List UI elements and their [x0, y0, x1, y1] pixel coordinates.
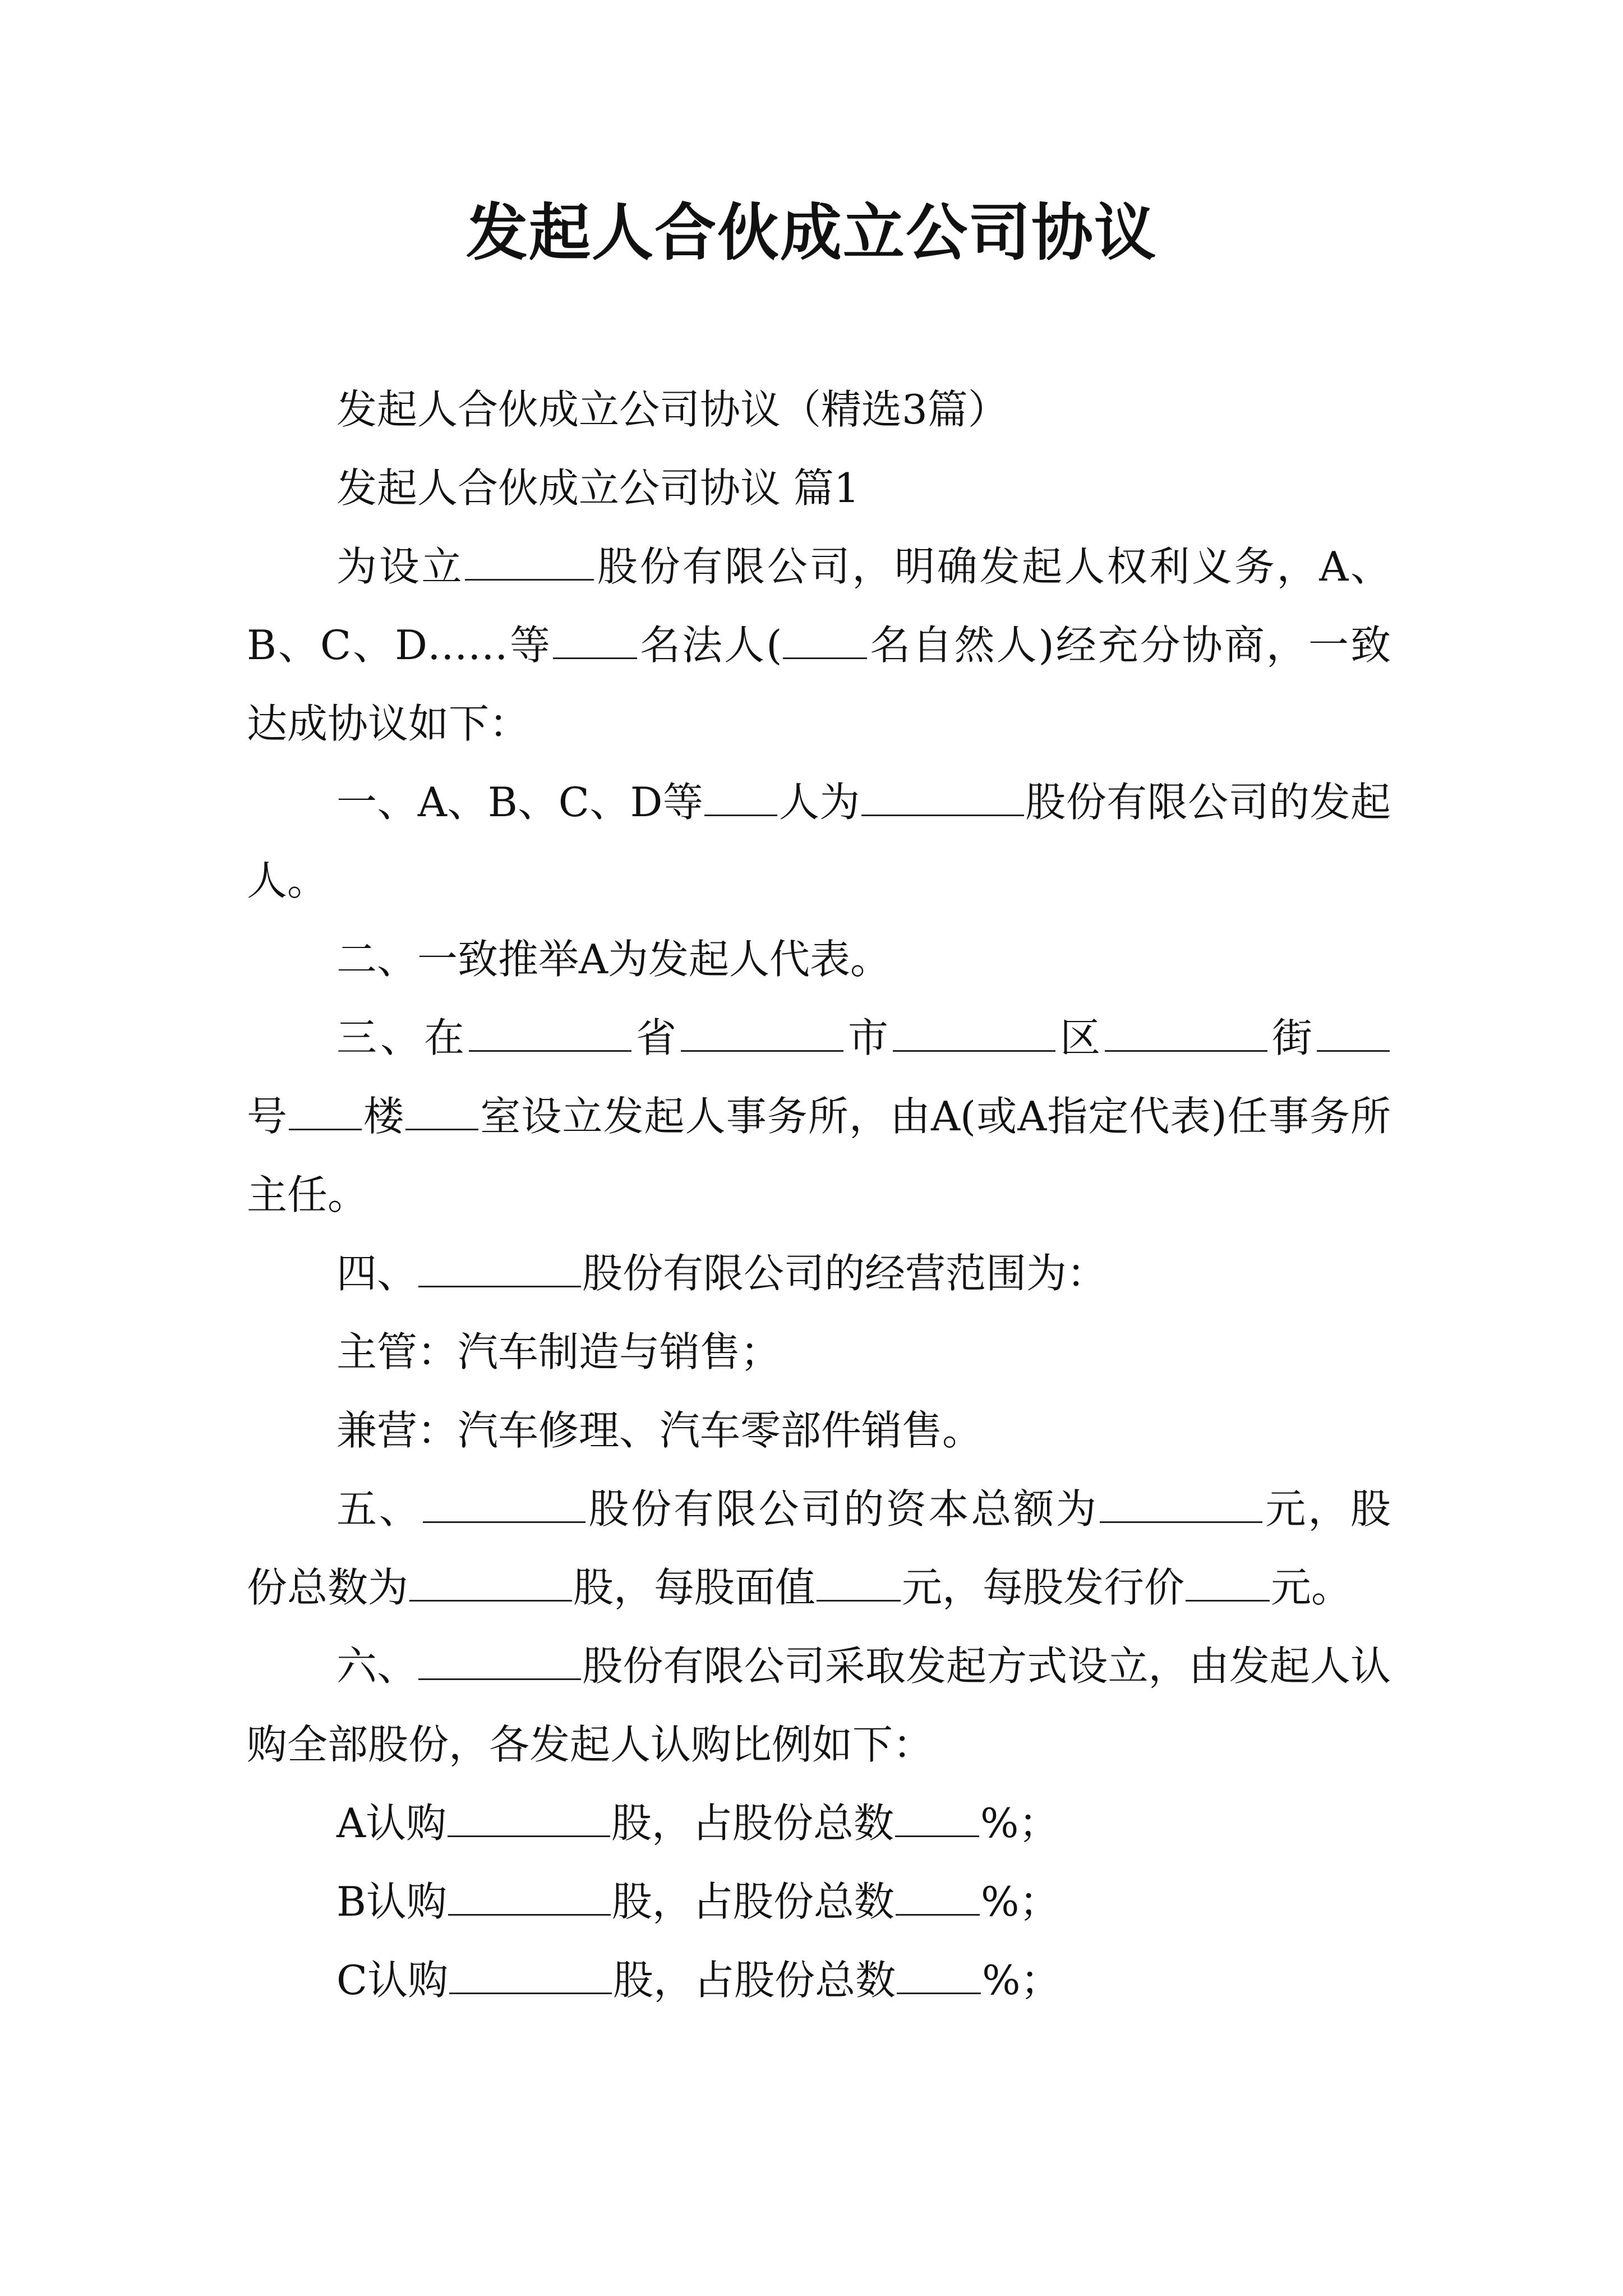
subscription-c-mid: 股，占股份总数: [613, 1957, 896, 2004]
clause-1-text-a: 一、A、B、C、D等: [336, 779, 704, 826]
clause-3: [247, 999, 1391, 1234]
section-heading: 发起人合伙成立公司协议 篇1: [336, 464, 860, 512]
intro-text-d: 名自然人)经充分协商，一致达成协议如下：: [247, 622, 1391, 747]
clause-2: 二、一致推举A为发起人代表。: [336, 936, 891, 983]
subscription-b: [247, 1862, 1391, 1941]
document-body: [247, 370, 1391, 2019]
clause-6-text-b: 股份有限公司采取发起方式设立，由发起人认购全部股份，各发起人认购比例如下：: [247, 1642, 1391, 1768]
subscription-b-end: %；: [980, 1878, 1060, 1925]
clause-3-text-d: 区: [1056, 1014, 1104, 1061]
clause-5-company-blank[interactable]: [423, 1485, 585, 1523]
street-blank[interactable]: [1105, 1014, 1267, 1052]
clause-1-text-b: 人为: [778, 779, 860, 826]
clause-5-text-c: 元，股份总数为: [247, 1485, 1391, 1611]
clause-1: [247, 763, 1391, 920]
subscription-c: [247, 1941, 1391, 2019]
intro-paragraph: [247, 527, 1391, 763]
legal-person-count-blank[interactable]: [553, 621, 637, 659]
number-blank[interactable]: [1317, 1014, 1390, 1052]
subscription-b-shares-blank[interactable]: [448, 1878, 611, 1916]
subscription-c-end: %；: [982, 1957, 1061, 2004]
clause-3-text-e: 街: [1268, 1014, 1316, 1061]
clause-5-text-f: 元。: [1271, 1564, 1352, 1611]
clause-5-text-b: 股份有限公司的资本总额为: [586, 1485, 1099, 1533]
clause-3-text-c: 市: [844, 1014, 892, 1061]
clause-5-text-d: 股，每股面值: [573, 1564, 816, 1611]
clause-6-text-a: 六、: [336, 1642, 418, 1690]
building-blank[interactable]: [289, 1092, 362, 1130]
subscription-b-percent-blank[interactable]: [896, 1878, 980, 1916]
subscription-a-mid: 股，占股份总数: [611, 1800, 895, 1847]
clause-3-text-g: 楼: [363, 1093, 405, 1140]
intro-text-b: 股份有限公司，明确发起人权利义务，A、B、C、D……等: [247, 543, 1391, 669]
subscription-a-percent-blank[interactable]: [895, 1799, 979, 1837]
par-value-blank[interactable]: [817, 1563, 901, 1602]
clause-5-text-e: 元，每股发行价: [902, 1564, 1185, 1611]
subscription-b-who: B认购: [336, 1878, 447, 1925]
document-subtitle: 发起人合伙成立公司协议（精选3篇）: [336, 386, 1008, 433]
clause-1-text-c: 股份有限公司的发起人。: [247, 779, 1391, 904]
room-blank[interactable]: [405, 1092, 478, 1130]
clause-3-text-f: 号: [247, 1093, 288, 1140]
subscription-a-who: A认购: [336, 1800, 446, 1847]
document-title: 发起人合伙成立公司协议: [466, 196, 1157, 269]
province-blank[interactable]: [469, 1014, 631, 1052]
subscription-c-percent-blank[interactable]: [897, 1956, 981, 1994]
intro-text-c: 名法人(: [638, 622, 782, 669]
subscription-b-mid: 股，占股份总数: [611, 1878, 895, 1925]
subscription-a: [247, 1784, 1391, 1862]
natural-person-count-blank[interactable]: [783, 621, 867, 659]
city-blank[interactable]: [681, 1014, 843, 1052]
clause-6: [247, 1627, 1391, 1784]
capital-total-blank[interactable]: [1100, 1485, 1262, 1523]
intro-text-a: 为设立: [336, 543, 464, 590]
issue-price-blank[interactable]: [1186, 1563, 1270, 1602]
clause-5: [247, 1470, 1391, 1627]
clause-1-company-blank[interactable]: [861, 778, 1024, 816]
clause-4-company-blank[interactable]: [418, 1249, 581, 1287]
clause-3-text-a: 三、在: [336, 1014, 468, 1061]
main-business: 主管：汽车制造与销售；: [336, 1328, 781, 1375]
subscription-c-who: C认购: [336, 1957, 449, 2004]
side-business: 兼营：汽车修理、汽车零部件销售。: [336, 1407, 983, 1454]
clause-4-text-a: 四、: [336, 1250, 418, 1297]
subscription-a-end: %；: [980, 1800, 1059, 1847]
clause-4: [247, 1234, 1391, 1313]
subscription-c-shares-blank[interactable]: [449, 1956, 612, 1994]
founder-count-blank[interactable]: [704, 778, 777, 816]
district-blank[interactable]: [893, 1014, 1055, 1052]
clause-3-text-h: 室设立发起人事务所，由A(或A指定代表)任事务所主任。: [247, 1093, 1391, 1218]
clause-5-text-a: 五、: [336, 1485, 422, 1533]
share-count-blank[interactable]: [409, 1563, 572, 1602]
clause-3-text-b: 省: [632, 1014, 680, 1061]
clause-4-text-b: 股份有限公司的经营范围为：: [582, 1250, 1108, 1297]
company-name-blank[interactable]: [465, 542, 594, 581]
subscription-a-shares-blank[interactable]: [448, 1799, 610, 1837]
clause-6-company-blank[interactable]: [418, 1642, 581, 1680]
